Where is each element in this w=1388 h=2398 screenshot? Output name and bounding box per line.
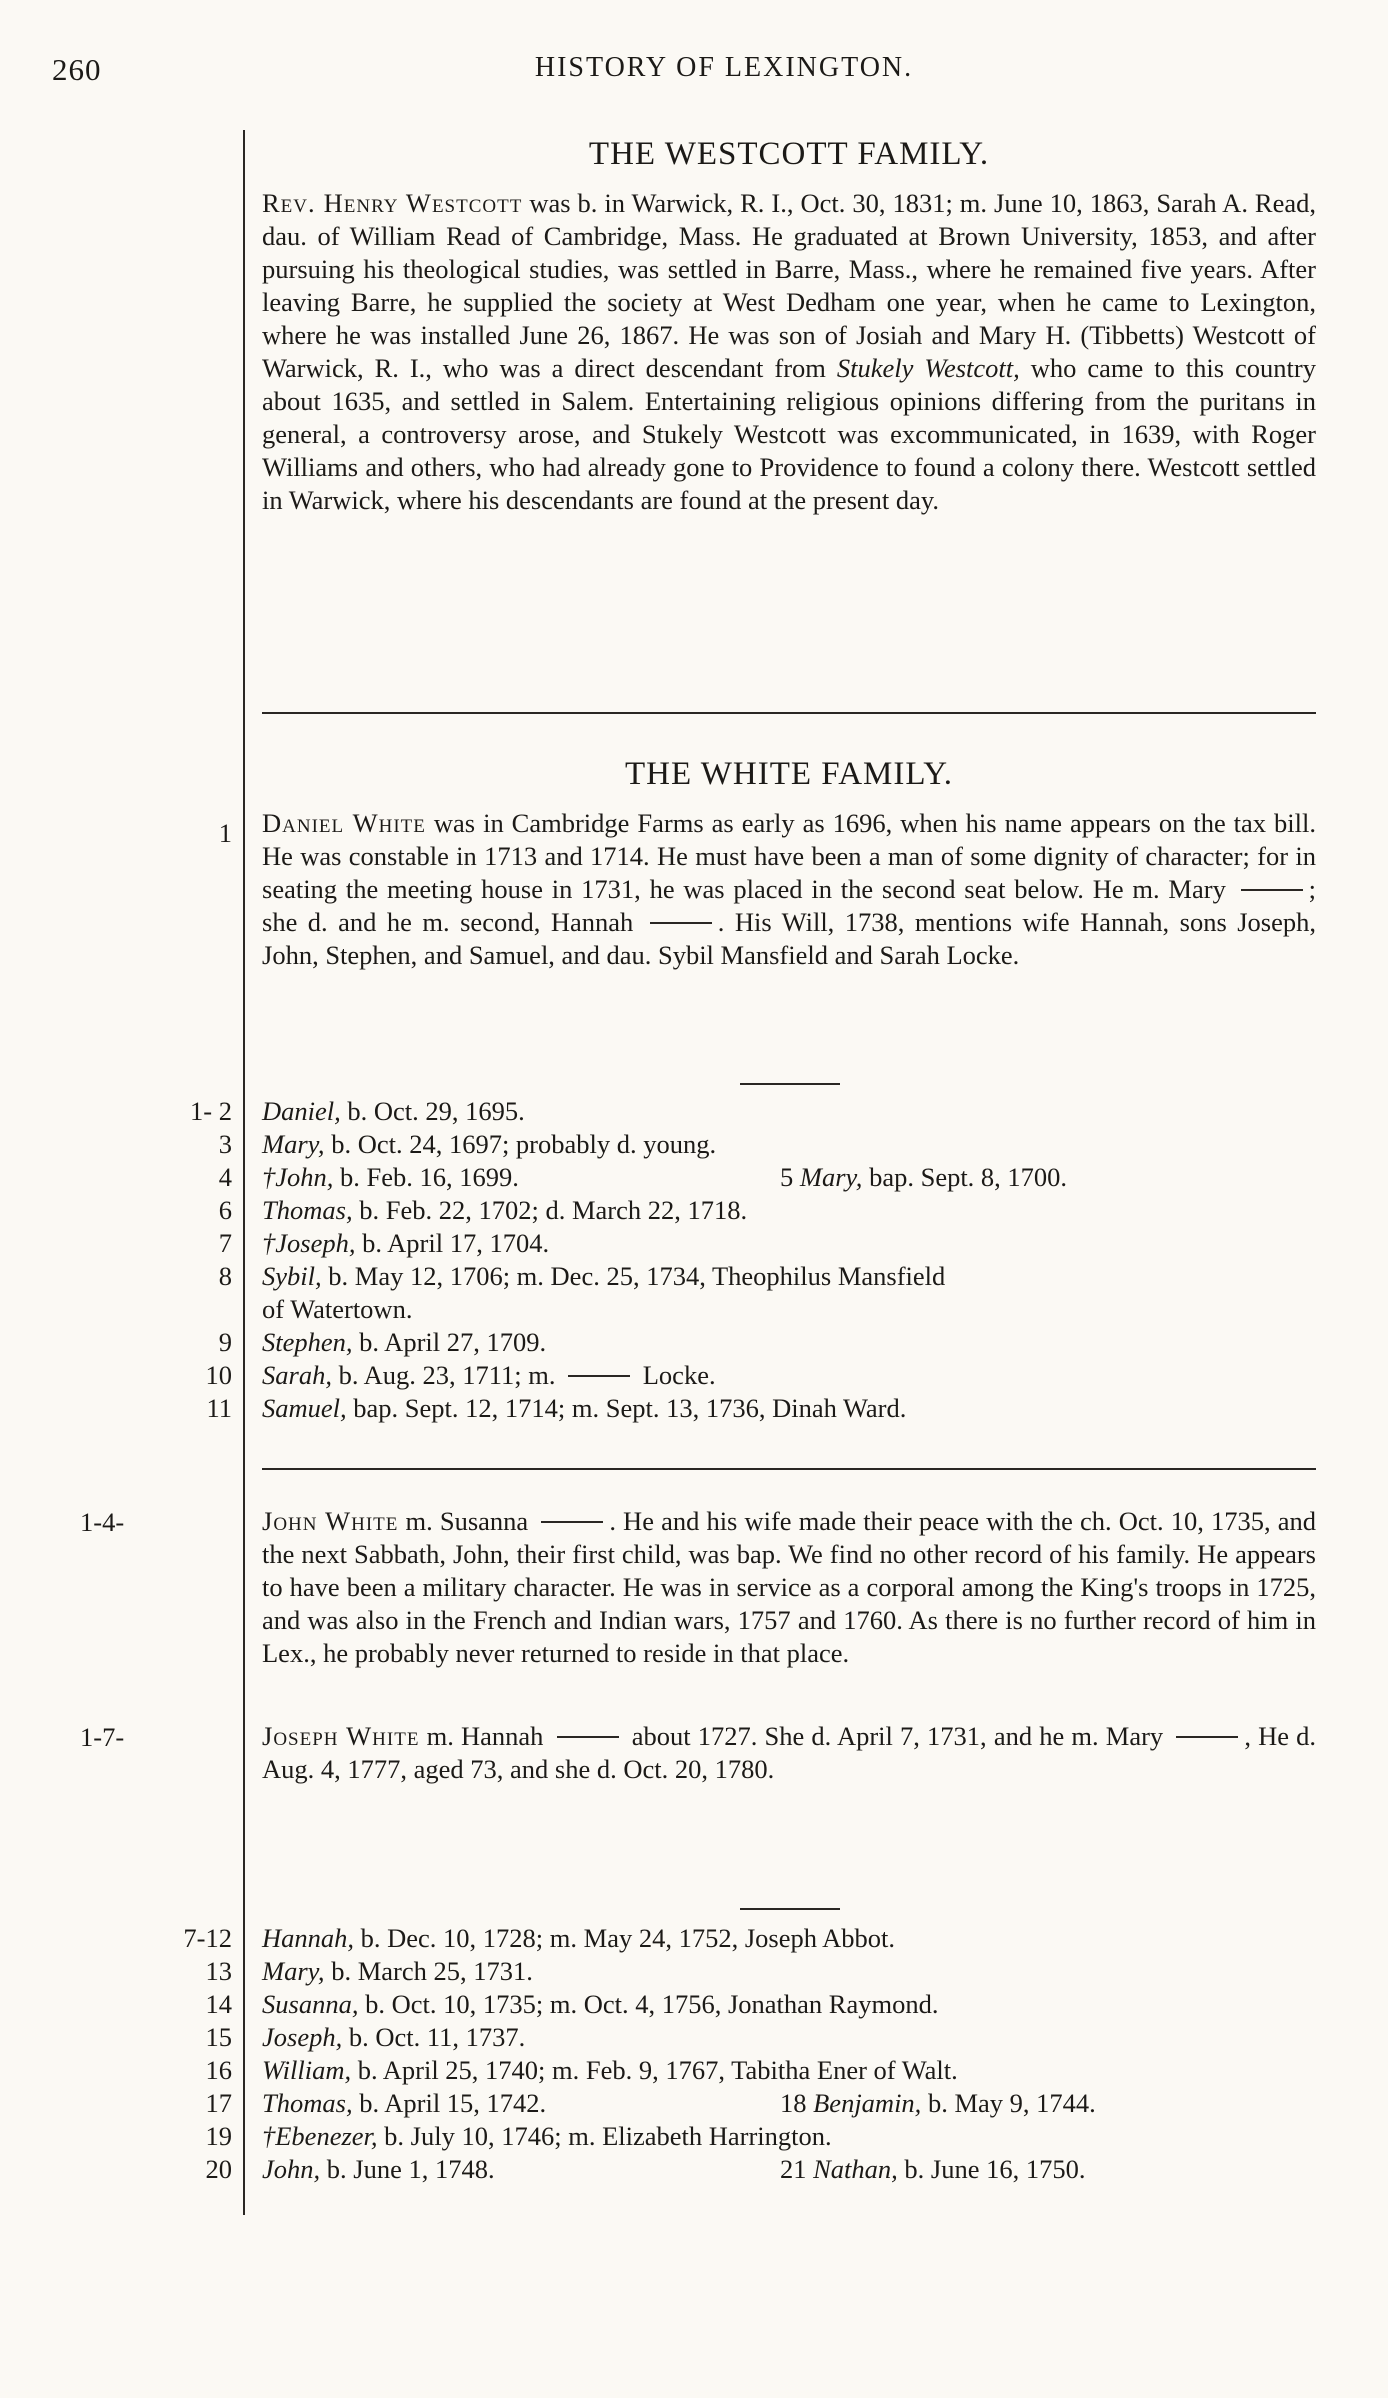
joseph-white-section (262, 1720, 1316, 1786)
list-item: 10 Sarah, b. Aug. 23, 1711; m. Locke. (205, 1360, 716, 1390)
westcott-section (262, 136, 1316, 517)
blank-dash (541, 1521, 603, 1523)
joseph-children-list (183, 1922, 1316, 2186)
white-section (262, 756, 1316, 972)
daniel-white-text-3: . His Will, 1738, mentions wife Hannah, sons Joseph, John, Stephen, and Samuel, and dau. Sybil Mansfield and Sarah Locke. (262, 907, 1316, 970)
list-item: 16 William, b. April 25, 1740; m. Feb. 9, 1767, Tabitha Ener of Walt. (205, 2055, 958, 2085)
blank-dash (650, 922, 712, 924)
westcott-text-2: who came to this country about 1635, and settled in Salem. Entertaining religious opinions differing from the puritans in general, a controversy arose, and Stukely Westcott was excommunicated, in 1639, with Roger Williams and others, who had already gone to Providence to found a colony there. Westcott settled in Warwick, where his descendants are found at the present day. (262, 353, 1316, 515)
margin-rule (243, 130, 245, 2215)
list-item-continuation: of Watertown. (262, 1294, 413, 1324)
blank-dash (1241, 889, 1303, 891)
john-white-paragraph: John White m. Susanna . He and his wife made their peace with the ch. Oct. 10, 1735, and the next Sabbath, John, their first child, was bap. We find no other record of his family. He appears to have been a military character. He was in service as a corporal among the King's troops in 1725, and was also in the French and Indian wars, 1757 and 1760. As there is no further record of him in Lex., he probably never returned to reside in that place. (262, 1506, 1316, 1668)
blank-dash (1176, 1736, 1238, 1738)
running-head (0, 52, 1388, 92)
daniel-white-paragraph (262, 807, 1316, 972)
book-title: HISTORY OF LEXINGTON. (534, 52, 914, 83)
list-item: 17 Thomas, b. April 15, 1742. 18 Benjamin, b. May 9, 1744. (205, 2088, 1096, 2118)
list-item: 7 †Joseph, b. April 17, 1704. (218, 1228, 550, 1258)
list-item: 9 Stephen, b. April 27, 1709. (218, 1327, 547, 1357)
section-divider (262, 1468, 1316, 1470)
westcott-text-1: was b. in Warwick, R. I., Oct. 30, 1831; m. June 10, 1863, Sarah A. Read, dau. of William Read of Cambridge, Mass. He graduated at Brown University, 1853, and after pursuing his theological studies, was settled in Barre, Mass., where he remained five years. After leaving Barre, he supplied the society at West Dedham one year, when he came to Lexington, where he was installed June 26, 1867. He was son of Josiah and Mary H. (Tibbetts) Westcott of Warwick, R. I., who was a direct descendant from (262, 188, 1317, 383)
page-number: 260 (52, 52, 102, 87)
joseph-white-lead-name: Joseph White (262, 1721, 420, 1751)
short-divider (740, 1908, 840, 1910)
white-heading: THE WHITE FAMILY. (624, 756, 954, 792)
list-item: 11 Samuel, bap. Sept. 12, 1714; m. Sept. 13, 1736, Dinah Ward. (206, 1393, 907, 1423)
list-item: 8 Sybil, b. May 12, 1706; m. Dec. 25, 1734, Theophilus Mansfield (218, 1261, 946, 1291)
list-item: 15 Joseph, b. Oct. 11, 1737. (205, 2022, 526, 2052)
westcott-italic-name: Stukely Westcott, (836, 353, 1020, 383)
list-item: 6 Thomas, b. Feb. 22, 1702; d. March 22, 1718. (218, 1195, 748, 1225)
westcott-lead-name: Rev. Henry Westcott (262, 188, 523, 218)
list-item: 4 †John, b. Feb. 16, 1699. 5 Mary, bap. Sept. 8, 1700. (218, 1162, 1068, 1192)
john-white-section (262, 1505, 1316, 1670)
list-item: 14 Susanna, b. Oct. 10, 1735; m. Oct. 4, 1756, Jonathan Raymond. (205, 1989, 939, 2019)
list-item: 20 John, b. June 1, 1748. 21 Nathan, b. June 16, 1750. (205, 2154, 1086, 2184)
daniel-white-lead-name: Daniel White (262, 808, 426, 838)
ref-number: 1-4- (80, 1507, 125, 1537)
blank-dash (557, 1736, 619, 1738)
ref-number: 1 (218, 818, 232, 848)
blank-dash (568, 1375, 630, 1377)
john-white-lead-name: John White (262, 1506, 399, 1536)
section-divider (262, 712, 1316, 714)
list-item: 3 Mary, b. Oct. 24, 1697; probably d. young. (218, 1129, 717, 1159)
list-item: 1- 2 Daniel, b. Oct. 29, 1695. (190, 1096, 525, 1126)
daniel-children-list (190, 1095, 1316, 1425)
joseph-white-paragraph: Joseph White m. Hannah about 1727. She d. April 7, 1731, and he m. Mary , He d. Aug. 4, 1777, aged 73, and she d. Oct. 20, 1780. (262, 1721, 1317, 1784)
daniel-white-text-2: ; she d. and he m. second, Hannah (262, 874, 1316, 937)
westcott-paragraph (262, 187, 1316, 517)
list-item: 7-12 Hannah, b. Dec. 10, 1728; m. May 24, 1752, Joseph Abbot. (183, 1923, 896, 1953)
westcott-heading: THE WESTCOTT FAMILY. (588, 136, 990, 172)
short-divider (740, 1083, 840, 1085)
list-item: 13 Mary, b. March 25, 1731. (205, 1956, 533, 1986)
list-item: 19 †Ebenezer, b. July 10, 1746; m. Elizabeth Harrington. (205, 2121, 832, 2151)
ref-number: 1-7- (80, 1722, 125, 1752)
daniel-white-text-1: was in Cambridge Farms as early as 1696, when his name appears on the tax bill. He was constable in 1713 and 1714. He must have been a man of some dignity of character; for in seating the meeting house in 1731, he was placed in the second seat below. He m. Mary (262, 808, 1317, 904)
